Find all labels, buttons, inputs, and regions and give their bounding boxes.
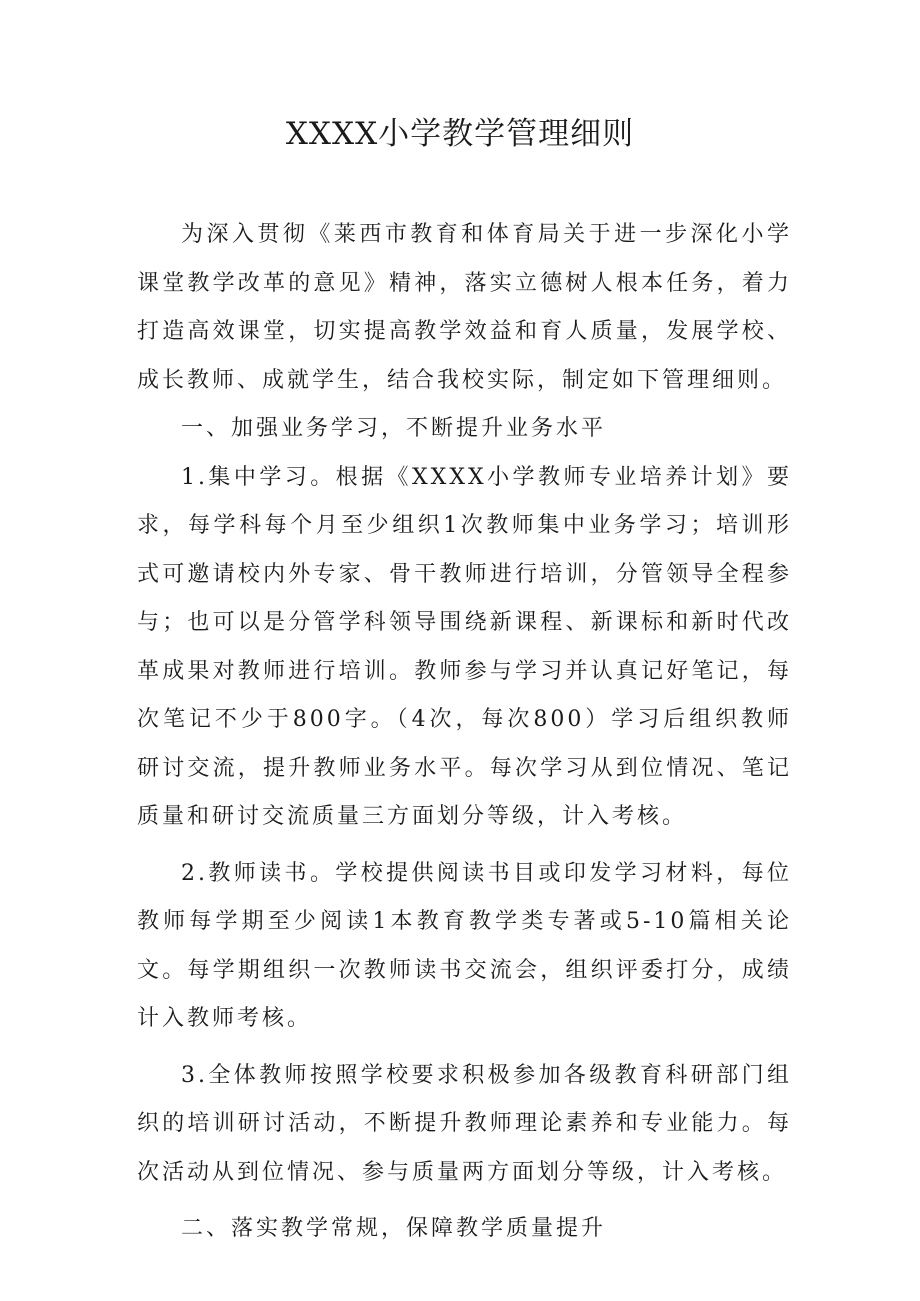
item-paragraph-1: 1.集中学习。根据《XXXX小学教师专业培养计划》要求，每学科每个月至少组织1次教师集中业务学习；培训形式可邀请校内外专家、骨干教师进行培训，分管领导全程参与；也可以是分管学科领导围绕新课程、新课标和新时代改革成果对教师进行培训。教师参与学习并认真记好笔记，每次笔记不少于800字。（4次，每次800）学习后组织教师研讨交流，提升教师业务水平。每次学习从到位情况、笔记质量和研讨交流质量三方面划分等级，计入考核。 — [137, 464, 792, 829]
section-heading-1: 一、加强业务学习，不断提升业务水平 — [181, 416, 607, 441]
document-body — [137, 211, 792, 1254]
section-heading-2: 二、落实教学常规，保障教学质量提升 — [181, 1216, 607, 1241]
item-paragraph-2: 2.教师读书。学校提供阅读书目或印发学习材料，每位教师每学期至少阅读1本教育教学类专著或5-10篇相关论文。每学期组织一次教师读书交流会，组织评委打分，成绩计入教师考核。 — [137, 860, 792, 1031]
item-paragraph-3: 3.全体教师按照学校要求积极参加各级教育科研部门组织的培训研讨活动，不断提升教师理论素养和专业能力。每次活动从到位情况、参与质量两方面划分等级，计入考核。 — [137, 1062, 792, 1185]
intro-paragraph: 为深入贯彻《莱西市教育和体育局关于进一步深化小学课堂教学改革的意见》精神，落实立德树人根本任务，着力打造高效课堂，切实提高教学效益和育人质量，发展学校、成长教师、成就学生，结合我校实际，制定如下管理细则。 — [137, 222, 792, 393]
document-title: XXXX小学教学管理细则 — [285, 116, 635, 152]
